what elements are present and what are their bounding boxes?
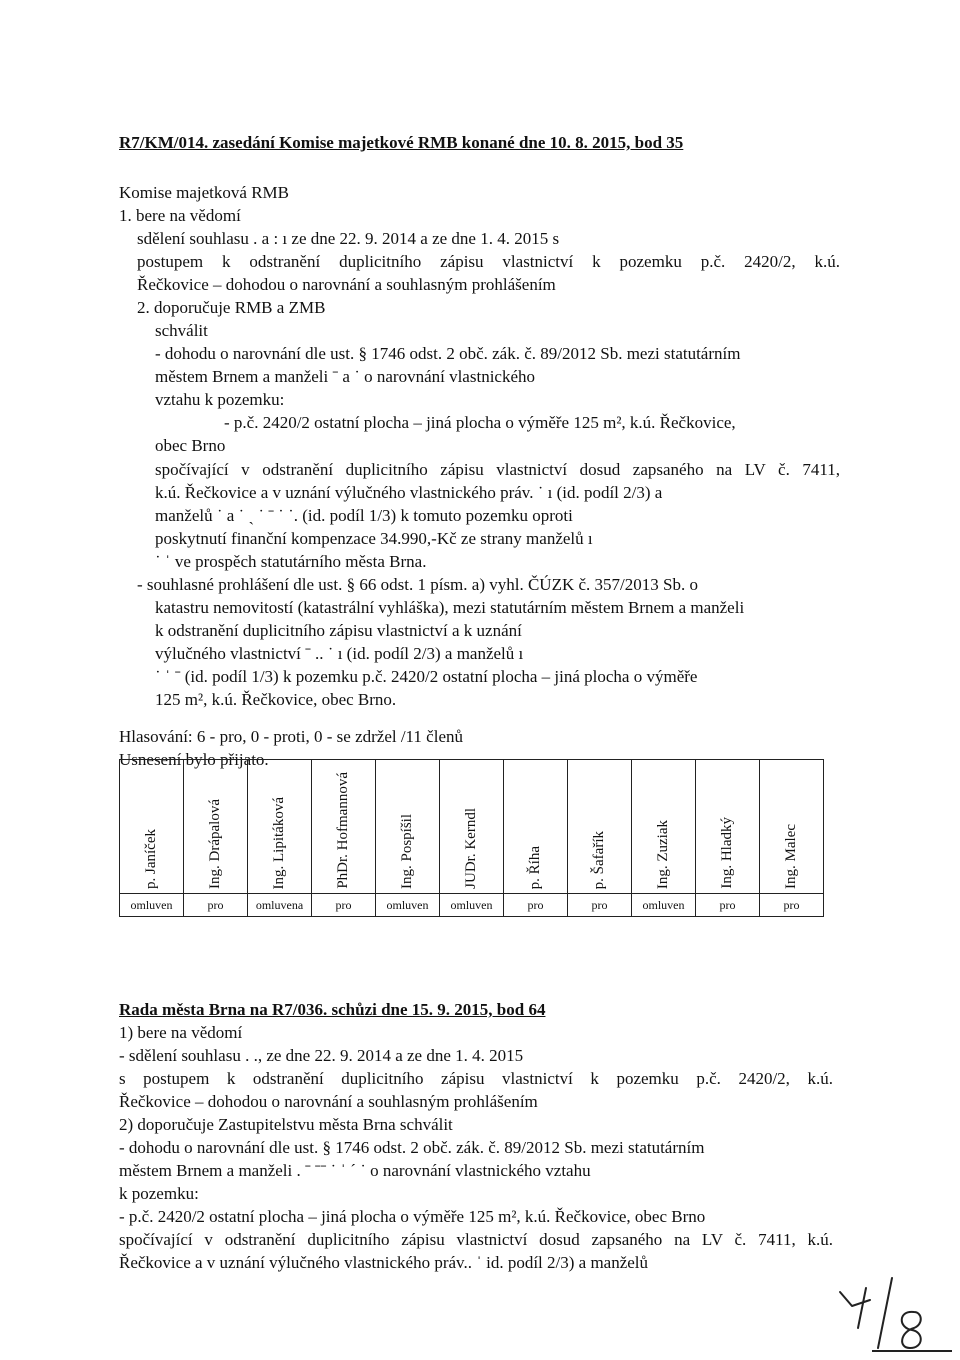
member-name: p. Janíček (143, 829, 159, 889)
member-name: Ing. Hladký (719, 817, 735, 889)
section2-heading: Rada města Brna na R7/036. schůzi dne 15. 9. 2015, bod 64 (119, 1000, 546, 1019)
vote-value-cell: omluven (120, 894, 184, 917)
text-line: - sdělení souhlasu . ., ze dne 22. 9. 2014 a ze dne 1. 4. 2015 (119, 1046, 524, 1065)
mark-stroke (902, 1312, 921, 1348)
mark-stroke (878, 1278, 892, 1348)
member-name: Ing. Malec (783, 824, 799, 889)
vote-name-cell (376, 760, 440, 894)
vote-value-cell: pro (760, 894, 824, 917)
text-line: - dohodu o narovnání dle ust. § 1746 odst. 2 obč. zák. č. 89/2012 Sb. mezi statutárním (119, 1138, 705, 1157)
vote-value-cell: pro (504, 894, 568, 917)
text-line: 125 m², k.ú. Řečkovice, obec Brno. (155, 690, 397, 709)
text-line: výlučného vlastnictví ˉ .. ˙ ı (id. podíl 2/3) a manželů ı (155, 644, 524, 663)
member-name: JUDr. Kerndl (463, 808, 479, 889)
text-line: poskytnutí finanční kompenzace 34.990,-Kč ze strany manželů ı (155, 529, 593, 548)
text-line: ˙ ˈ ˉ (id. podíl 1/3) k pozemku p.č. 2420/2 ostatní plocha – jiná plocha o výměře (155, 667, 698, 686)
member-name: Ing. Drápalová (207, 799, 223, 889)
vote-value-cell: omluven (376, 894, 440, 917)
vote-name-cell (440, 760, 504, 894)
vote-value-cell: omluven (440, 894, 504, 917)
vote-value-cell: pro (568, 894, 632, 917)
vote-name-cell (760, 760, 824, 894)
text-line: - p.č. 2420/2 ostatní plocha – jiná plocha o výměře 125 m², k.ú. Řečkovice, (224, 413, 736, 432)
vote-value-cell: pro (184, 894, 248, 917)
vote-value-cell: omluvena (248, 894, 312, 917)
vote-name-cell (632, 760, 696, 894)
page-bottom-line (872, 1350, 952, 1352)
vote-name-cell (696, 760, 760, 894)
vote-value-cell: pro (696, 894, 760, 917)
text-line: - p.č. 2420/2 ostatní plocha – jiná plocha o výměře 125 m², k.ú. Řečkovice, obec Brno (119, 1207, 706, 1226)
text-line: manželů ˙ a ˙ ˏ ˙ ˉ ˙ ˙. (id. podíl 1/3) k tomuto pozemku oproti (155, 506, 573, 525)
text-line: 2) doporučuje Zastupitelstvu města Brna schválit (119, 1115, 453, 1134)
member-name: Ing. Zuziak (655, 819, 671, 889)
text-line: - souhlasné prohlášení dle ust. § 66 odst. 1 písm. a) vyhl. ČÚZK č. 357/2013 Sb. o (137, 575, 698, 594)
text-line: k.ú. Řečkovice a v uznání výlučného vlastnického práv. ˙ ı (id. podíl 2/3) a (155, 483, 663, 502)
votes-table (119, 759, 824, 917)
text-line: městem Brnem a manželi . ˉ ˉˉ ˙ ˈ ˊ ˙ o narovnání vlastnického vztahu (119, 1161, 591, 1180)
votes-values-row (120, 894, 824, 917)
member-name: Ing. Lipitáková (271, 796, 287, 889)
member-name: p. Říha (527, 845, 543, 889)
text-line: sdělení souhlasu . a : ı ze dne 22. 9. 2014 a ze dne 1. 4. 2015 s (137, 229, 560, 248)
resolution-result: Usnesení bylo přijato. (119, 750, 269, 769)
text-line: spočívající v odstranění duplicitního zápisu vlastnictví dosud zapsaného na LV č. 7411, (155, 460, 840, 479)
vote-value-cell: pro (312, 894, 376, 917)
text-line: s postupem k odstranění duplicitního zápisu vlastnictví k pozemku p.č. 2420/2, k.ú. (119, 1069, 833, 1088)
text-line: - dohodu o narovnání dle ust. § 1746 odst. 2 obč. zák. č. 89/2012 Sb. mezi statutárním (155, 344, 741, 363)
text-line: Řečkovice – dohodou o narovnání a souhlasným prohlášením (137, 275, 556, 294)
text-line: vztahu k pozemku: (155, 390, 285, 409)
text-line: spočívající v odstranění duplicitního zápisu vlastnictví dosud zapsaného na LV č. 7411, k.ú. (119, 1230, 833, 1249)
text-line: 2. doporučuje RMB a ZMB (137, 298, 326, 317)
vote-name-cell (248, 760, 312, 894)
text-line: Komise majetková RMB (119, 183, 289, 202)
member-name: PhDr. Hofmannová (335, 772, 351, 889)
text-line: ˙ ˈ ve prospěch statutárního města Brna. (155, 552, 427, 571)
text-line: 1. bere na vědomí (119, 206, 241, 225)
votes-names-row (120, 760, 824, 894)
text-line: postupem k odstranění duplicitního zápisu vlastnictví k pozemku p.č. 2420/2, k.ú. (137, 252, 840, 271)
text-line: k pozemku: (119, 1184, 199, 1203)
text-line: obec Brno (155, 436, 226, 455)
text-line: Řečkovice – dohodou o narovnání a souhlasným prohlášením (119, 1092, 538, 1111)
vote-value-cell: omluven (632, 894, 696, 917)
section1-heading: R7/KM/014. zasedání Komise majetkové RMB konané dne 10. 8. 2015, bod 35 (119, 133, 684, 152)
vote-name-cell (312, 760, 376, 894)
handwritten-page-mark (826, 1270, 936, 1360)
voting-summary: Hlasování: 6 - pro, 0 - proti, 0 - se zdržel /11 členů (119, 727, 463, 746)
text-line: městem Brnem a manželi ˉ a ˙ o narovnání vlastnického (155, 367, 536, 386)
text-line: Řečkovice a v uznání výlučného vlastnického práv.. ˈ id. podíl 2/3) a manželů (119, 1253, 649, 1272)
member-name: p. Šafařík (591, 830, 607, 889)
text-line: schválit (155, 321, 208, 340)
text-line: k odstranění duplicitního zápisu vlastnictví a k uznání (155, 621, 522, 640)
vote-name-cell (184, 760, 248, 894)
vote-name-cell (120, 760, 184, 894)
mark-stroke (858, 1288, 866, 1328)
vote-name-cell (568, 760, 632, 894)
text-line: 1) bere na vědomí (119, 1023, 243, 1042)
member-name: Ing. Pospíšil (399, 813, 415, 889)
vote-name-cell (504, 760, 568, 894)
text-line: katastru nemovitostí (katastrální vyhláška), mezi statutárním městem Brnem a manželi (155, 598, 745, 617)
